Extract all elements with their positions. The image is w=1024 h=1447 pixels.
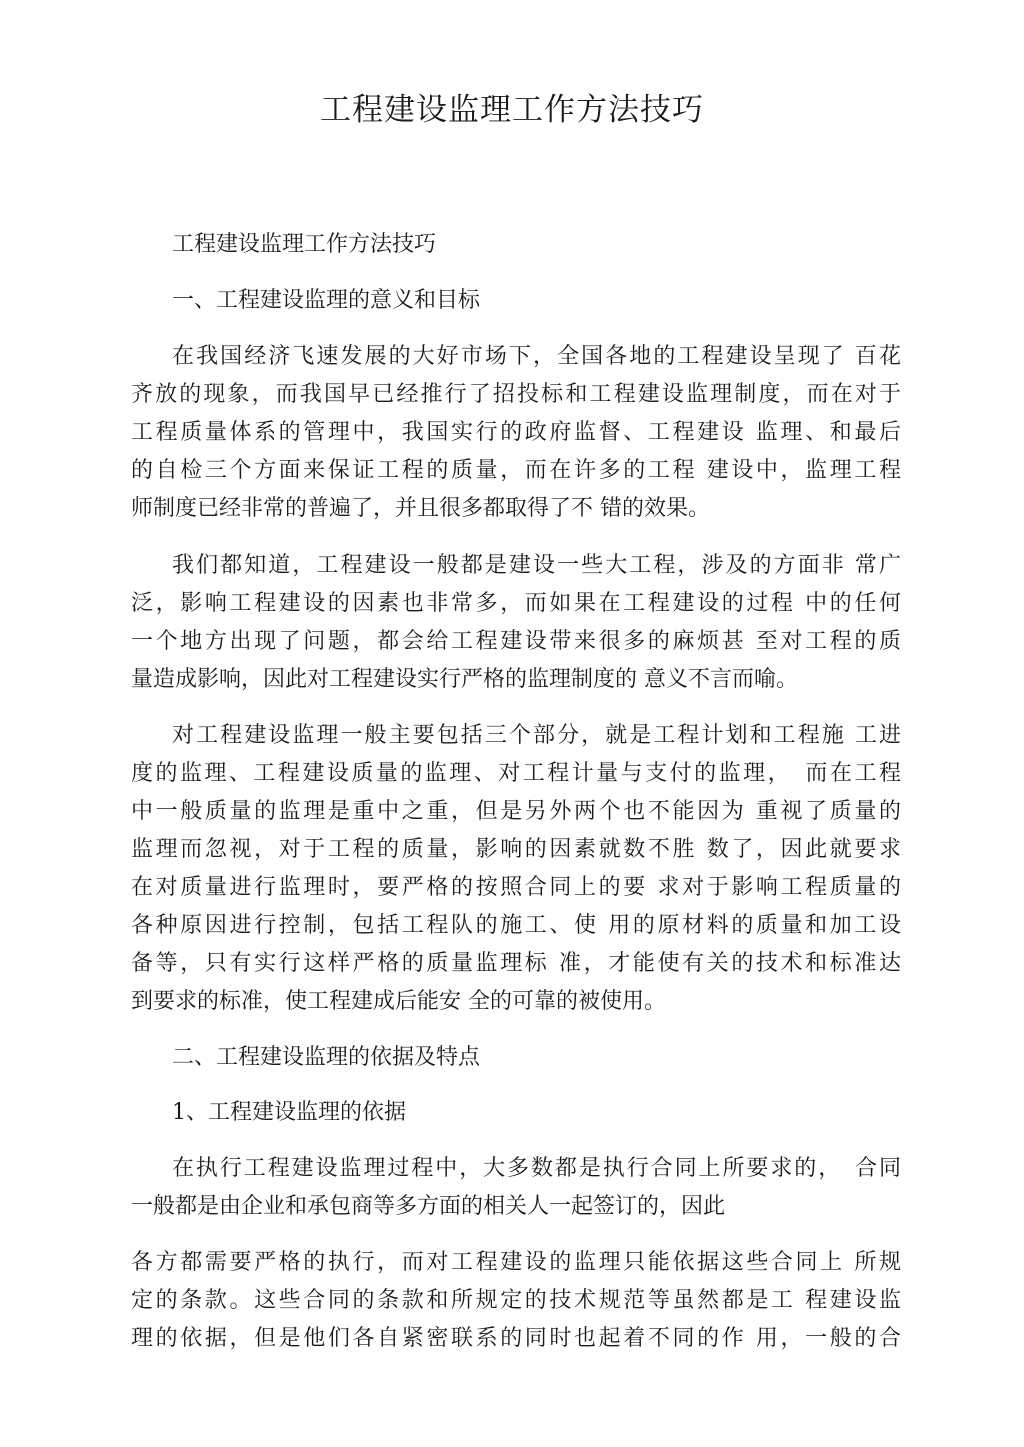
paragraph-line: 理的依据，但是他们各自紧密联系的同时也起着不同的作 用，一般的合 — [131, 1326, 901, 1351]
paragraph-line: 备等，只有实行这样严格的质量监理标 准，才能使有关的技术和标准达 — [131, 951, 901, 976]
subsection-heading-1: 1、工程建设监理的依据 — [172, 1100, 406, 1125]
document-title: 工程建设监理工作方法技巧 — [320, 92, 704, 128]
paragraph-line: 中一般质量的监理是重中之重，但是另外两个也不能因为 重视了质量的 — [131, 799, 901, 824]
paragraph-line: 在执行工程建设监理过程中，大多数都是执行合同上所要求的， 合同 — [172, 1156, 901, 1181]
paragraph-line: 度的监理、工程建设质量的监理、对工程计量与支付的监理， 而在工程 — [131, 761, 901, 786]
paragraph-line: 监理而忽视，对于工程的质量，影响的因素就数不胜 数了，因此就要求 — [131, 837, 901, 862]
paragraph-line: 一个地方出现了问题，都会给工程建设带来很多的麻烦甚 至对工程的质 — [131, 629, 901, 654]
paragraph-line: 齐放的现象，而我国早已经推行了招投标和工程建设监理制度，而在对于 — [131, 382, 901, 407]
paragraph-line: 到要求的标准，使工程建成后能安 全的可靠的被使用。 — [131, 989, 666, 1014]
paragraph-line: 各方都需要严格的执行，而对工程建设的监理只能依据这些合同上 所规 — [131, 1250, 901, 1275]
paragraph-line: 工程质量体系的管理中，我国实行的政府监督、工程建设 监理、和最后 — [131, 420, 901, 445]
paragraph-line: 各种原因进行控制，包括工程队的施工、使 用的原材料的质量和加工设 — [131, 913, 901, 938]
paragraph-line: 定的条款。这些合同的条款和所规定的技术规范等虽然都是工 程建设监 — [131, 1288, 901, 1313]
paragraph-line: 在我国经济飞速发展的大好市场下，全国各地的工程建设呈现了 百花 — [172, 344, 901, 369]
paragraph-line: 我们都知道，工程建设一般都是建设一些大工程，涉及的方面非 常广 — [172, 553, 901, 578]
paragraph-line: 在对质量进行监理时，要严格的按照合同上的要 求对于影响工程质量的 — [131, 875, 901, 900]
paragraph-line: 对工程建设监理一般主要包括三个部分，就是工程计划和工程施 工进 — [172, 723, 901, 748]
paragraph-line: 的自检三个方面来保证工程的质量，而在许多的工程 建设中，监理工程 — [131, 458, 901, 483]
section-heading-1: 一、工程建设监理的意义和目标 — [172, 288, 481, 313]
paragraph-line: 量造成影响，因此对工程建设实行严格的监理制度的 意义不言而喻。 — [131, 667, 798, 692]
paragraph-line: 一般都是由企业和承包商等多方面的相关人一起签订的，因此 — [131, 1194, 726, 1219]
heading-repeat-title: 工程建设监理工作方法技巧 — [172, 232, 437, 257]
paragraph-line: 泛，影响工程建设的因素也非常多，而如果在工程建设的过程 中的任何 — [131, 591, 901, 616]
section-heading-2: 二、工程建设监理的依据及特点 — [172, 1045, 481, 1070]
paragraph-line: 师制度已经非常的普遍了，并且很多都取得了不 错的效果。 — [131, 496, 710, 521]
